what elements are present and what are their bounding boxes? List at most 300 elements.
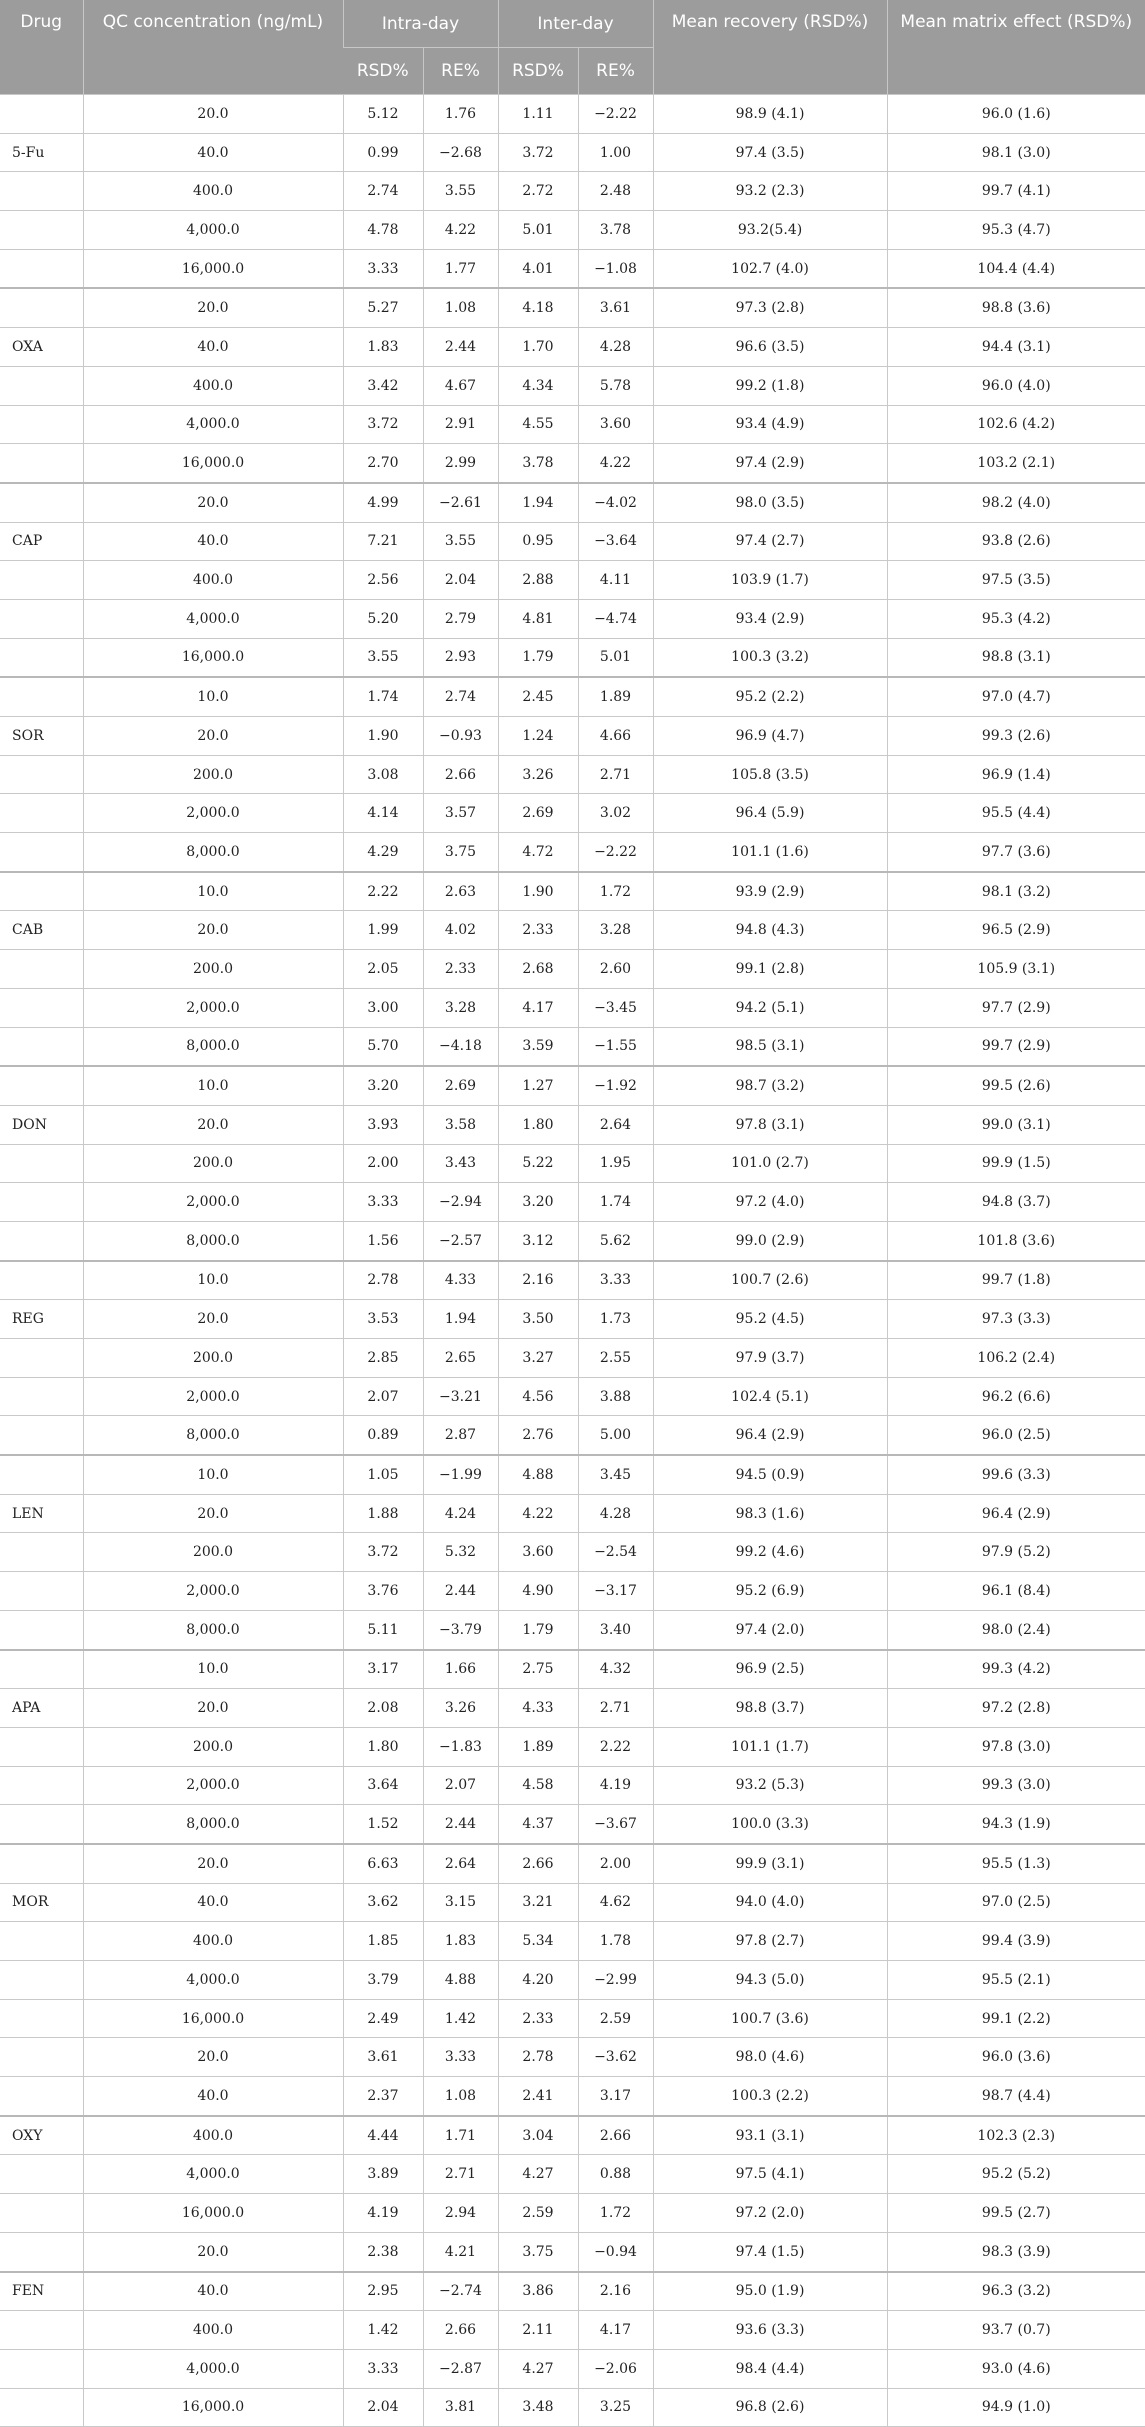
cell-mean-matrix-effect: 94.8 (3.7): [887, 1183, 1145, 1222]
cell-drug: [0, 2077, 83, 2116]
cell-intra-re: 1.83: [423, 1922, 498, 1961]
cell-mean-recovery: 98.3 (1.6): [653, 1494, 887, 1533]
cell-qc-concentration: 20.0: [83, 1105, 343, 1144]
header-inter-day: Inter-day: [498, 0, 653, 48]
cell-mean-recovery: 98.7 (3.2): [653, 1066, 887, 1105]
cell-drug: [0, 1766, 83, 1805]
cell-qc-concentration: 16,000.0: [83, 2194, 343, 2233]
cell-mean-matrix-effect: 98.1 (3.2): [887, 872, 1145, 911]
cell-inter-rsd: 1.94: [498, 483, 578, 522]
cell-inter-rsd: 3.27: [498, 1339, 578, 1378]
cell-inter-re: 1.72: [578, 2194, 653, 2233]
cell-intra-re: 2.33: [423, 950, 498, 989]
cell-qc-concentration: 400.0: [83, 2116, 343, 2155]
cell-intra-re: 3.28: [423, 988, 498, 1027]
cell-inter-re: 3.17: [578, 2077, 653, 2116]
cell-mean-matrix-effect: 93.8 (2.6): [887, 522, 1145, 561]
cell-intra-rsd: 1.85: [343, 1922, 423, 1961]
cell-drug: [0, 1339, 83, 1378]
cell-intra-rsd: 2.38: [343, 2232, 423, 2271]
cell-intra-rsd: 2.85: [343, 1339, 423, 1378]
cell-qc-concentration: 16,000.0: [83, 1999, 343, 2038]
cell-inter-rsd: 2.11: [498, 2311, 578, 2350]
cell-inter-rsd: 4.72: [498, 833, 578, 872]
cell-mean-matrix-effect: 99.7 (2.9): [887, 1027, 1145, 1066]
cell-drug: [0, 1066, 83, 1105]
cell-mean-recovery: 95.2 (2.2): [653, 677, 887, 716]
cell-mean-matrix-effect: 99.5 (2.7): [887, 2194, 1145, 2233]
cell-inter-rsd: 4.56: [498, 1377, 578, 1416]
cell-intra-re: 3.55: [423, 522, 498, 561]
cell-intra-re: 3.55: [423, 172, 498, 211]
cell-mean-recovery: 100.0 (3.3): [653, 1805, 887, 1844]
cell-drug: CAP: [0, 522, 83, 561]
cell-qc-concentration: 20.0: [83, 95, 343, 134]
table-row: [0, 988, 1145, 1027]
cell-mean-matrix-effect: 95.5 (4.4): [887, 794, 1145, 833]
cell-intra-re: 4.21: [423, 2232, 498, 2271]
table-row: [0, 288, 1145, 327]
cell-intra-rsd: 6.63: [343, 1844, 423, 1883]
cell-mean-matrix-effect: 103.2 (2.1): [887, 444, 1145, 483]
cell-inter-re: 4.62: [578, 1883, 653, 1922]
cell-inter-rsd: 1.11: [498, 95, 578, 134]
table-row: [0, 1805, 1145, 1844]
table-row: [0, 561, 1145, 600]
cell-mean-recovery: 93.9 (2.9): [653, 872, 887, 911]
table-row: [0, 1689, 1145, 1728]
table-row: [0, 599, 1145, 638]
cell-inter-rsd: 4.27: [498, 2349, 578, 2388]
table-row: [0, 2116, 1145, 2155]
cell-mean-matrix-effect: 97.5 (3.5): [887, 561, 1145, 600]
cell-inter-rsd: 1.70: [498, 328, 578, 367]
cell-intra-rsd: 3.64: [343, 1766, 423, 1805]
cell-mean-matrix-effect: 98.1 (3.0): [887, 133, 1145, 172]
cell-mean-matrix-effect: 96.2 (6.6): [887, 1377, 1145, 1416]
cell-drug: [0, 1183, 83, 1222]
cell-mean-recovery: 98.0 (4.6): [653, 2038, 887, 2077]
cell-inter-re: −3.17: [578, 1572, 653, 1611]
cell-intra-rsd: 3.72: [343, 405, 423, 444]
table-row: [0, 483, 1145, 522]
table-row: [0, 95, 1145, 134]
cell-mean-recovery: 95.2 (4.5): [653, 1300, 887, 1339]
cell-mean-matrix-effect: 95.3 (4.7): [887, 211, 1145, 250]
cell-drug: OXA: [0, 328, 83, 367]
cell-drug: LEN: [0, 1494, 83, 1533]
cell-inter-re: 2.71: [578, 755, 653, 794]
cell-drug: [0, 444, 83, 483]
cell-intra-rsd: 2.07: [343, 1377, 423, 1416]
cell-mean-matrix-effect: 99.7 (4.1): [887, 172, 1145, 211]
cell-drug: [0, 2038, 83, 2077]
table-row: [0, 1494, 1145, 1533]
cell-mean-matrix-effect: 98.7 (4.4): [887, 2077, 1145, 2116]
cell-inter-re: 1.78: [578, 1922, 653, 1961]
cell-mean-matrix-effect: 101.8 (3.6): [887, 1221, 1145, 1260]
cell-qc-concentration: 20.0: [83, 1689, 343, 1728]
cell-intra-rsd: 3.33: [343, 2349, 423, 2388]
cell-mean-matrix-effect: 93.7 (0.7): [887, 2311, 1145, 2350]
cell-inter-re: −1.08: [578, 249, 653, 288]
table-row: [0, 950, 1145, 989]
cell-inter-rsd: 2.69: [498, 794, 578, 833]
cell-drug: [0, 1922, 83, 1961]
cell-qc-concentration: 20.0: [83, 1844, 343, 1883]
cell-mean-matrix-effect: 95.5 (2.1): [887, 1961, 1145, 2000]
cell-intra-re: 3.75: [423, 833, 498, 872]
cell-inter-rsd: 4.81: [498, 599, 578, 638]
cell-intra-rsd: 3.79: [343, 1961, 423, 2000]
cell-intra-re: 1.08: [423, 288, 498, 327]
cell-inter-re: 3.60: [578, 405, 653, 444]
cell-mean-recovery: 97.4 (3.5): [653, 133, 887, 172]
cell-mean-matrix-effect: 97.7 (2.9): [887, 988, 1145, 1027]
table-row: [0, 1144, 1145, 1183]
cell-drug: [0, 1416, 83, 1455]
cell-intra-rsd: 1.99: [343, 911, 423, 950]
cell-drug: CAB: [0, 911, 83, 950]
table-row: [0, 1727, 1145, 1766]
table-row: [0, 1105, 1145, 1144]
cell-mean-matrix-effect: 99.4 (3.9): [887, 1922, 1145, 1961]
cell-intra-re: 3.58: [423, 1105, 498, 1144]
cell-inter-rsd: 3.78: [498, 444, 578, 483]
cell-intra-rsd: 2.70: [343, 444, 423, 483]
cell-mean-matrix-effect: 94.9 (1.0): [887, 2388, 1145, 2427]
cell-intra-rsd: 1.88: [343, 1494, 423, 1533]
cell-qc-concentration: 20.0: [83, 2038, 343, 2077]
cell-inter-rsd: 1.24: [498, 717, 578, 756]
cell-inter-re: 2.64: [578, 1105, 653, 1144]
table-row: [0, 1610, 1145, 1649]
cell-qc-concentration: 4,000.0: [83, 1961, 343, 2000]
cell-intra-re: 3.81: [423, 2388, 498, 2427]
cell-intra-re: −0.93: [423, 717, 498, 756]
cell-inter-re: 2.22: [578, 1727, 653, 1766]
cell-inter-re: 3.02: [578, 794, 653, 833]
cell-qc-concentration: 400.0: [83, 172, 343, 211]
cell-drug: [0, 2232, 83, 2271]
cell-mean-matrix-effect: 99.6 (3.3): [887, 1455, 1145, 1494]
cell-mean-recovery: 97.2 (2.0): [653, 2194, 887, 2233]
cell-drug: [0, 2311, 83, 2350]
header-intra-rsd: RSD%: [343, 48, 423, 95]
cell-qc-concentration: 16,000.0: [83, 2388, 343, 2427]
cell-intra-rsd: 1.52: [343, 1805, 423, 1844]
cell-qc-concentration: 4,000.0: [83, 2349, 343, 2388]
cell-inter-rsd: 4.22: [498, 1494, 578, 1533]
cell-intra-rsd: 1.90: [343, 717, 423, 756]
cell-drug: [0, 1999, 83, 2038]
cell-drug: [0, 1572, 83, 1611]
table-row: [0, 249, 1145, 288]
cell-mean-matrix-effect: 96.1 (8.4): [887, 1572, 1145, 1611]
cell-mean-recovery: 100.3 (3.2): [653, 638, 887, 677]
cell-intra-re: 1.71: [423, 2116, 498, 2155]
cell-inter-re: 2.16: [578, 2272, 653, 2311]
cell-qc-concentration: 10.0: [83, 1066, 343, 1105]
cell-inter-rsd: 4.17: [498, 988, 578, 1027]
cell-drug: DON: [0, 1105, 83, 1144]
cell-inter-re: 3.28: [578, 911, 653, 950]
table-row: [0, 1922, 1145, 1961]
cell-intra-re: −2.61: [423, 483, 498, 522]
cell-mean-matrix-effect: 106.2 (2.4): [887, 1339, 1145, 1378]
cell-mean-recovery: 96.4 (5.9): [653, 794, 887, 833]
table-row: [0, 172, 1145, 211]
cell-qc-concentration: 4,000.0: [83, 211, 343, 250]
table-row: [0, 1844, 1145, 1883]
cell-intra-re: −3.21: [423, 1377, 498, 1416]
cell-qc-concentration: 8,000.0: [83, 1610, 343, 1649]
cell-intra-re: 2.44: [423, 1572, 498, 1611]
cell-mean-recovery: 96.4 (2.9): [653, 1416, 887, 1455]
cell-drug: [0, 95, 83, 134]
cell-drug: [0, 677, 83, 716]
cell-mean-matrix-effect: 97.7 (3.6): [887, 833, 1145, 872]
cell-intra-re: −2.68: [423, 133, 498, 172]
cell-qc-concentration: 200.0: [83, 1144, 343, 1183]
cell-inter-re: −4.74: [578, 599, 653, 638]
cell-intra-re: 2.66: [423, 2311, 498, 2350]
cell-inter-re: −0.94: [578, 2232, 653, 2271]
cell-drug: [0, 988, 83, 1027]
cell-intra-rsd: 3.93: [343, 1105, 423, 1144]
cell-inter-rsd: 1.79: [498, 1610, 578, 1649]
cell-drug: [0, 1610, 83, 1649]
cell-intra-re: 2.65: [423, 1339, 498, 1378]
cell-mean-matrix-effect: 105.9 (3.1): [887, 950, 1145, 989]
cell-inter-re: 1.74: [578, 1183, 653, 1222]
table-header: [0, 0, 1145, 95]
cell-drug: [0, 755, 83, 794]
table-body: [0, 95, 1145, 2427]
cell-intra-re: 2.79: [423, 599, 498, 638]
cell-intra-re: 1.94: [423, 1300, 498, 1339]
cell-mean-matrix-effect: 97.8 (3.0): [887, 1727, 1145, 1766]
cell-mean-recovery: 97.3 (2.8): [653, 288, 887, 327]
cell-intra-re: 2.64: [423, 1844, 498, 1883]
header-inter-re: RE%: [578, 48, 653, 95]
cell-drug: [0, 2349, 83, 2388]
cell-intra-re: 4.33: [423, 1261, 498, 1300]
cell-intra-rsd: 1.56: [343, 1221, 423, 1260]
cell-inter-re: 3.88: [578, 1377, 653, 1416]
cell-inter-rsd: 3.04: [498, 2116, 578, 2155]
cell-mean-recovery: 97.4 (2.9): [653, 444, 887, 483]
cell-mean-matrix-effect: 95.2 (5.2): [887, 2155, 1145, 2194]
cell-intra-rsd: 2.78: [343, 1261, 423, 1300]
cell-qc-concentration: 10.0: [83, 677, 343, 716]
cell-qc-concentration: 400.0: [83, 1922, 343, 1961]
cell-intra-rsd: 3.55: [343, 638, 423, 677]
cell-qc-concentration: 20.0: [83, 717, 343, 756]
cell-qc-concentration: 16,000.0: [83, 249, 343, 288]
cell-inter-re: 4.11: [578, 561, 653, 600]
cell-intra-re: 4.24: [423, 1494, 498, 1533]
table-row: [0, 677, 1145, 716]
cell-drug: [0, 172, 83, 211]
header-intra-re: RE%: [423, 48, 498, 95]
cell-intra-rsd: 3.17: [343, 1650, 423, 1689]
cell-drug: [0, 599, 83, 638]
cell-mean-matrix-effect: 96.9 (1.4): [887, 755, 1145, 794]
cell-intra-rsd: 4.44: [343, 2116, 423, 2155]
cell-qc-concentration: 200.0: [83, 755, 343, 794]
cell-intra-rsd: 2.74: [343, 172, 423, 211]
table-row: [0, 1066, 1145, 1105]
cell-inter-rsd: 2.88: [498, 561, 578, 600]
cell-qc-concentration: 2,000.0: [83, 794, 343, 833]
cell-intra-re: 4.67: [423, 366, 498, 405]
cell-inter-rsd: 2.76: [498, 1416, 578, 1455]
cell-inter-re: 0.88: [578, 2155, 653, 2194]
cell-qc-concentration: 40.0: [83, 133, 343, 172]
cell-drug: [0, 1377, 83, 1416]
cell-qc-concentration: 8,000.0: [83, 1027, 343, 1066]
cell-inter-rsd: 2.33: [498, 911, 578, 950]
cell-drug: [0, 1261, 83, 1300]
cell-intra-rsd: 2.00: [343, 1144, 423, 1183]
cell-inter-rsd: 4.58: [498, 1766, 578, 1805]
cell-inter-rsd: 4.18: [498, 288, 578, 327]
cell-mean-recovery: 96.8 (2.6): [653, 2388, 887, 2427]
cell-qc-concentration: 400.0: [83, 561, 343, 600]
cell-intra-re: −4.18: [423, 1027, 498, 1066]
cell-intra-re: 2.66: [423, 755, 498, 794]
cell-mean-recovery: 100.7 (2.6): [653, 1261, 887, 1300]
cell-intra-rsd: 4.29: [343, 833, 423, 872]
cell-intra-rsd: 4.99: [343, 483, 423, 522]
cell-inter-re: −3.45: [578, 988, 653, 1027]
table-row: [0, 833, 1145, 872]
cell-drug: [0, 1027, 83, 1066]
cell-qc-concentration: 10.0: [83, 1650, 343, 1689]
cell-qc-concentration: 2,000.0: [83, 988, 343, 1027]
cell-qc-concentration: 40.0: [83, 1883, 343, 1922]
cell-mean-matrix-effect: 96.0 (2.5): [887, 1416, 1145, 1455]
cell-inter-re: 3.45: [578, 1455, 653, 1494]
table-row: [0, 717, 1145, 756]
cell-mean-matrix-effect: 94.4 (3.1): [887, 328, 1145, 367]
cell-qc-concentration: 8,000.0: [83, 1805, 343, 1844]
table-row: [0, 1650, 1145, 1689]
cell-inter-rsd: 2.78: [498, 2038, 578, 2077]
cell-drug: [0, 1727, 83, 1766]
cell-qc-concentration: 20.0: [83, 483, 343, 522]
cell-mean-matrix-effect: 96.3 (3.2): [887, 2272, 1145, 2311]
table-row: [0, 328, 1145, 367]
cell-inter-rsd: 2.33: [498, 1999, 578, 2038]
cell-drug: SOR: [0, 717, 83, 756]
cell-inter-re: 4.66: [578, 717, 653, 756]
cell-intra-re: 2.74: [423, 677, 498, 716]
cell-mean-recovery: 99.2 (4.6): [653, 1533, 887, 1572]
cell-drug: [0, 1144, 83, 1183]
cell-mean-matrix-effect: 97.9 (5.2): [887, 1533, 1145, 1572]
cell-mean-matrix-effect: 98.2 (4.0): [887, 483, 1145, 522]
cell-inter-rsd: 1.27: [498, 1066, 578, 1105]
header-inter-rsd: RSD%: [498, 48, 578, 95]
header-qc-concentration: QC concentration (ng/mL): [83, 0, 343, 95]
cell-mean-matrix-effect: 96.0 (4.0): [887, 366, 1145, 405]
cell-inter-re: 3.78: [578, 211, 653, 250]
cell-intra-re: −2.57: [423, 1221, 498, 1260]
cell-inter-rsd: 2.41: [498, 2077, 578, 2116]
cell-inter-re: 3.61: [578, 288, 653, 327]
cell-inter-rsd: 0.95: [498, 522, 578, 561]
cell-intra-re: 2.44: [423, 1805, 498, 1844]
cell-intra-rsd: 2.04: [343, 2388, 423, 2427]
cell-inter-re: 4.32: [578, 1650, 653, 1689]
cell-intra-re: −2.94: [423, 1183, 498, 1222]
cell-inter-re: 5.62: [578, 1221, 653, 1260]
cell-inter-rsd: 3.60: [498, 1533, 578, 1572]
cell-intra-rsd: 1.74: [343, 677, 423, 716]
cell-intra-rsd: 1.83: [343, 328, 423, 367]
cell-inter-re: 1.72: [578, 872, 653, 911]
cell-intra-re: 3.57: [423, 794, 498, 833]
cell-mean-matrix-effect: 97.0 (4.7): [887, 677, 1145, 716]
cell-intra-re: 1.76: [423, 95, 498, 134]
cell-drug: FEN: [0, 2272, 83, 2311]
cell-inter-re: 3.40: [578, 1610, 653, 1649]
cell-qc-concentration: 8,000.0: [83, 1416, 343, 1455]
cell-intra-re: 2.63: [423, 872, 498, 911]
cell-inter-rsd: 4.01: [498, 249, 578, 288]
table-row: [0, 1183, 1145, 1222]
table-row: [0, 444, 1145, 483]
cell-qc-concentration: 10.0: [83, 872, 343, 911]
cell-mean-recovery: 103.9 (1.7): [653, 561, 887, 600]
table-row: [0, 911, 1145, 950]
cell-mean-recovery: 99.1 (2.8): [653, 950, 887, 989]
cell-intra-re: −1.99: [423, 1455, 498, 1494]
cell-qc-concentration: 200.0: [83, 1339, 343, 1378]
cell-mean-matrix-effect: 95.5 (1.3): [887, 1844, 1145, 1883]
cell-inter-rsd: 5.01: [498, 211, 578, 250]
cell-qc-concentration: 16,000.0: [83, 638, 343, 677]
table-row: [0, 1961, 1145, 2000]
cell-inter-re: −3.67: [578, 1805, 653, 1844]
table-row: [0, 1261, 1145, 1300]
cell-qc-concentration: 40.0: [83, 522, 343, 561]
cell-intra-rsd: 1.80: [343, 1727, 423, 1766]
cell-intra-re: 1.66: [423, 1650, 498, 1689]
cell-inter-re: 4.28: [578, 1494, 653, 1533]
cell-drug: [0, 2194, 83, 2233]
table-row: [0, 1339, 1145, 1378]
cell-inter-re: 1.89: [578, 677, 653, 716]
cell-intra-re: 2.71: [423, 2155, 498, 2194]
cell-mean-recovery: 97.4 (2.7): [653, 522, 887, 561]
cell-intra-rsd: 3.42: [343, 366, 423, 405]
cell-intra-rsd: 5.27: [343, 288, 423, 327]
cell-intra-re: 3.26: [423, 1689, 498, 1728]
cell-drug: [0, 1805, 83, 1844]
cell-intra-rsd: 4.19: [343, 2194, 423, 2233]
cell-intra-rsd: 3.72: [343, 1533, 423, 1572]
cell-mean-recovery: 97.8 (2.7): [653, 1922, 887, 1961]
cell-inter-re: 4.22: [578, 444, 653, 483]
cell-mean-recovery: 95.0 (1.9): [653, 2272, 887, 2311]
cell-drug: [0, 1844, 83, 1883]
cell-mean-recovery: 93.4 (4.9): [653, 405, 887, 444]
cell-intra-rsd: 3.08: [343, 755, 423, 794]
cell-inter-rsd: 3.48: [498, 2388, 578, 2427]
